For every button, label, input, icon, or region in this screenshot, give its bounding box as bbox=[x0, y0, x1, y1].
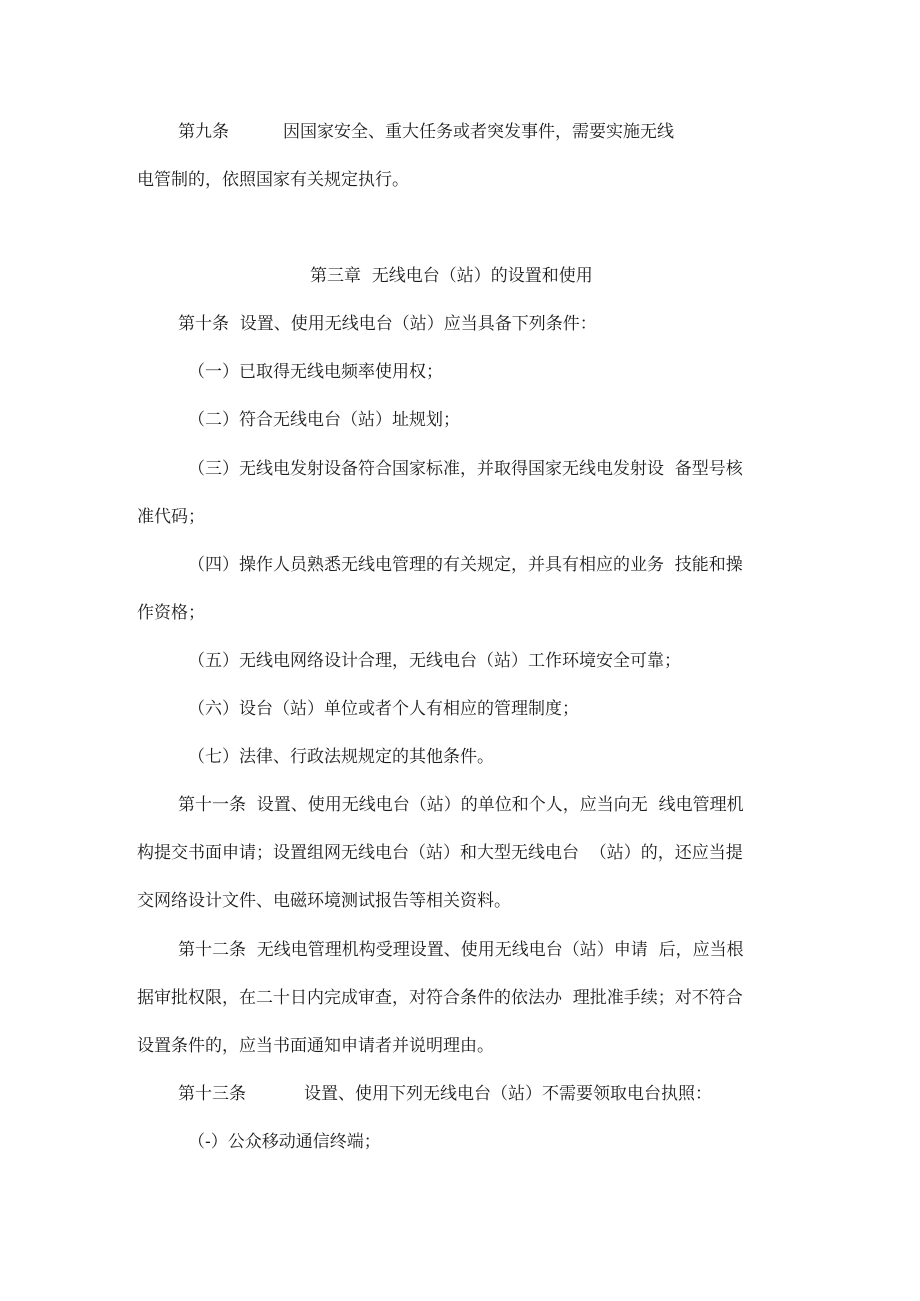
article-10-item-4-line-1: （四）操作人员熟悉无线电管理的有关规定，并具有相应的业务 技能和操 bbox=[188, 555, 743, 575]
article-10-item-6: （六）设台（站）单位或者个人有相应的管理制度； bbox=[188, 699, 579, 719]
article-11-line-2: 构提交书面申请；设置组网无线电台（站）和大型无线电台 （站）的，还应当提 bbox=[137, 843, 743, 863]
article-13-heading: 第十三条 bbox=[178, 1084, 246, 1104]
article-13-text: 设置、使用下列无线电台（站）不需要领取电台执照： bbox=[304, 1084, 712, 1104]
article-10-intro: 第十条 设置、使用无线电台（站）应当具备下列条件： bbox=[178, 314, 597, 334]
article-10-item-7: （七）法律、行政法规规定的其他条件。 bbox=[188, 747, 494, 767]
article-13-item-1: （-）公众移动通信终端； bbox=[188, 1132, 381, 1152]
article-12-line-3: 设置条件的，应当书面通知申请者并说明理由。 bbox=[137, 1036, 494, 1056]
chapter-title: 第三章 无线电台（站）的设置和使用 bbox=[310, 266, 593, 286]
article-10-item-5: （五）无线电网络设计合理，无线电台（站）工作环境安全可靠； bbox=[188, 651, 681, 671]
article-10-item-1: （一）已取得无线电频率使用权； bbox=[188, 362, 443, 382]
article-12-line-2: 据审批权限，在二十日内完成审查，对符合条件的依法办 理批准手续；对不符合 bbox=[137, 988, 743, 1008]
article-10-item-3-line-1: （三）无线电发射设备符合国家标准，并取得国家无线电发射设 备型号核 bbox=[188, 459, 743, 479]
article-9-line-2: 电管制的，依照国家有关规定执行。 bbox=[137, 170, 409, 190]
article-10-item-4-line-2: 作资格； bbox=[137, 603, 205, 623]
article-11-line-3: 交网络设计文件、电磁环境测试报告等相关资料。 bbox=[137, 891, 511, 911]
article-9-heading: 第九条 bbox=[178, 122, 229, 142]
article-11-line-1: 第十一条 设置、使用无线电台（站）的单位和个人，应当向无 线电管理机 bbox=[178, 795, 744, 815]
article-10-item-2: （二）符合无线电台（站）址规划； bbox=[188, 410, 460, 430]
article-9-line-1: 因国家安全、重大任务或者突发事件，需要实施无线 bbox=[283, 122, 674, 142]
article-10-item-3-line-2: 准代码； bbox=[137, 507, 205, 527]
article-12-line-1: 第十二条 无线电管理机构受理设置、使用无线电台（站）申请 后，应当根 bbox=[178, 940, 744, 960]
